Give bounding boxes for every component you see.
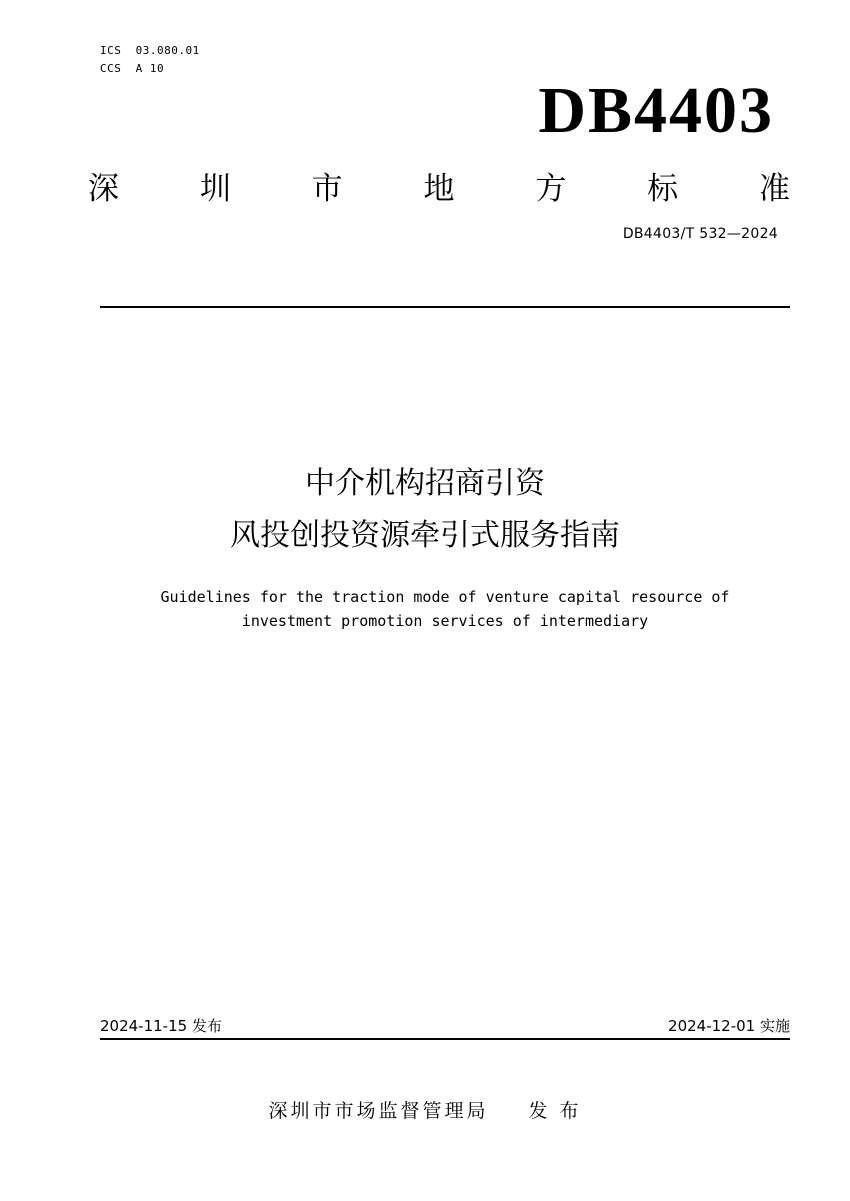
- issue-label: 发 布: [528, 1100, 582, 1122]
- standard-type-char: 深: [88, 170, 119, 207]
- issuer-line: [0, 1096, 850, 1123]
- standard-type: [88, 162, 790, 208]
- standard-type-char: 准: [758, 170, 790, 207]
- ccs-code: CCS A 10: [100, 62, 165, 75]
- title-en: Guidelines for the traction mode of venture capital resource of investment promotion services of intermediary: [160, 588, 730, 630]
- standard-type-char: 圳: [199, 170, 231, 207]
- top-divider: [100, 306, 790, 308]
- standard-type-char: 标: [647, 170, 679, 207]
- standard-type-char: 市: [311, 170, 343, 207]
- ics-code: ICS 03.080.01: [100, 44, 200, 57]
- publish-date: 2024-11-15 发布: [100, 1017, 222, 1035]
- implement-date: 2024-12-01 实施: [668, 1017, 790, 1035]
- standard-type-char: 地: [423, 170, 455, 207]
- standard-code: DB4403: [538, 74, 774, 147]
- standard-type-char: 方: [535, 170, 567, 207]
- standard-number: DB4403/T 532—2024: [622, 226, 778, 242]
- classification-codes: [100, 42, 200, 78]
- title-cn-line1: 中介机构招商引资: [305, 466, 545, 501]
- bottom-divider: [100, 1038, 790, 1040]
- issuer-name: 深圳市市场监督管理局: [268, 1100, 489, 1122]
- title-cn-line2: 风投创投资源牵引式服务指南: [230, 518, 620, 553]
